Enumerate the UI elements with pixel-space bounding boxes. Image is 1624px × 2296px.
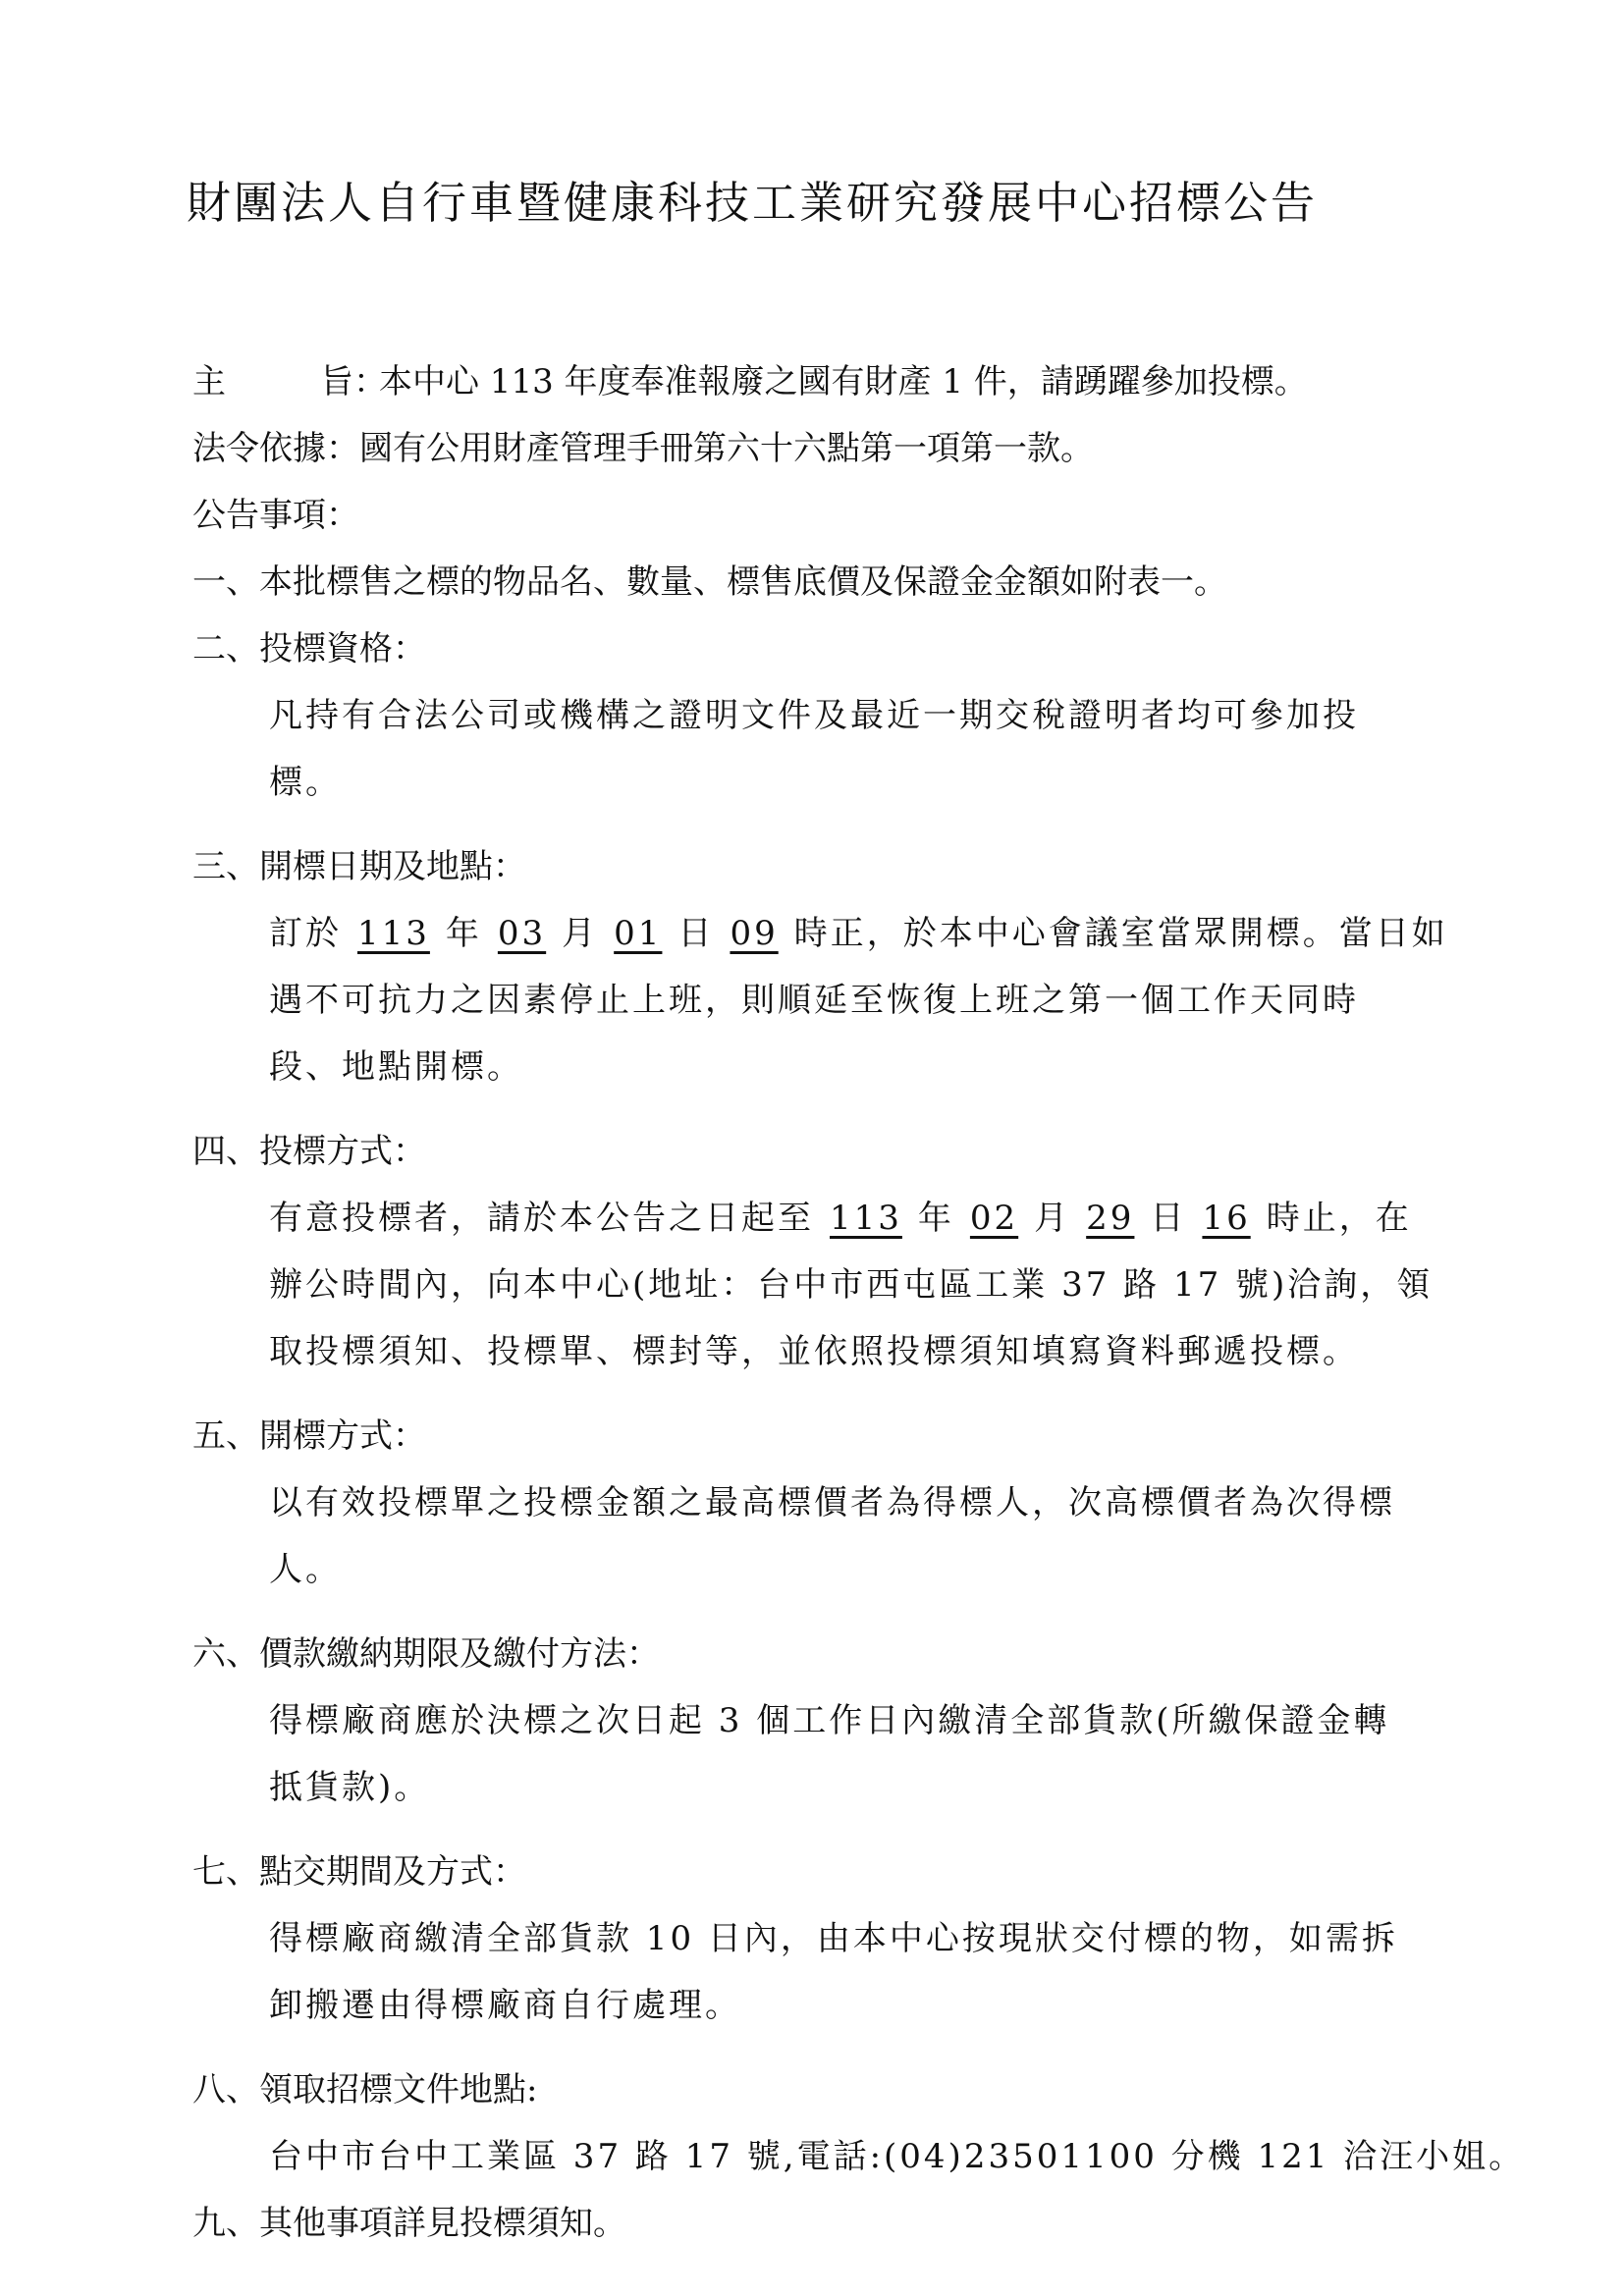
- subject-label: [192, 348, 387, 415]
- item-8-body: [192, 2123, 1526, 2190]
- item-7-label: 七、: [192, 1852, 259, 1892]
- item-7-heading: 點交期間及方式：: [259, 1852, 526, 1892]
- list-item-7: [192, 1839, 1469, 1905]
- item-2-line-1: 凡持有合法公司或機構之證明文件及最近一期交稅證明者均可參加投: [269, 696, 1359, 735]
- list-item-6: [192, 1621, 1469, 1687]
- list-item-4: [192, 1118, 1469, 1185]
- subject-label-char-1: 主: [192, 362, 226, 401]
- item-6-line-2: 抵貨款)。: [269, 1768, 431, 1807]
- item-3-label: 三、: [192, 847, 259, 886]
- list-item-8: [192, 2056, 1469, 2123]
- item-4-prefix: 有意投標者，請於本公告之日起至: [269, 1199, 814, 1238]
- legal-basis-row: [192, 415, 1469, 482]
- deadline-month: 02: [969, 1199, 1019, 1238]
- item-2-label: 二、: [192, 629, 259, 668]
- item-3-line-3: 段、地點開標。: [269, 1047, 523, 1087]
- item-4-body: [192, 1185, 1457, 1385]
- item-4-suffix: 時止，在: [1266, 1199, 1412, 1238]
- item-8-line-1: 台中市台中工業區 37 路 17 號,電話:(04)23501100 分機 121 洽汪小姐。: [269, 2137, 1526, 2176]
- item-5-heading: 開標方式：: [259, 1416, 426, 1456]
- item-1-text: 本批標售之標的物品名、數量、標售底價及保證金金額如附表一。: [259, 562, 1227, 602]
- item-6-body: [192, 1687, 1457, 1821]
- item-6-line-1: 得標廠商應於決標之次日起 3 個工作日內繳清全部貨款(所繳保證金轉: [269, 1701, 1390, 1740]
- item-4-heading: 投標方式：: [259, 1132, 426, 1171]
- item-3-prefix: 訂於: [269, 914, 342, 953]
- open-date-day: 01: [614, 914, 663, 953]
- item-2-line-2: 標。: [269, 763, 342, 802]
- item-5-label: 五、: [192, 1416, 259, 1456]
- item-3-heading: 開標日期及地點：: [259, 847, 526, 886]
- item-3-line-2: 遇不可抗力之因素停止上班，則順延至恢復上班之第一個工作天同時: [269, 981, 1359, 1020]
- deadline-day: 29: [1086, 1199, 1135, 1238]
- item-6-heading: 價款繳納期限及繳付方法：: [259, 1634, 660, 1674]
- open-date-year: 113: [357, 914, 430, 953]
- item-3-suffix: 時正，於本中心會議室當眾開標。當日如: [793, 914, 1448, 953]
- item-3-line-1: [269, 900, 1457, 967]
- legal-basis-label: 法令依據：: [192, 429, 359, 468]
- list-item-1: [192, 549, 1469, 615]
- list-item-3: [192, 833, 1469, 900]
- document-title: 財團法人自行車暨健康科技工業研究發展中心招標公告: [187, 177, 1319, 229]
- open-date-year-unit: 年: [445, 914, 482, 953]
- subject-label-char-2: 旨：: [320, 362, 387, 401]
- legal-basis-text: 國有公用財產管理手冊第六十六點第一項第一款。: [359, 429, 1094, 468]
- subject-text: 本中心 113 年度奉准報廢之國有財產 1 件，請踴躍參加投標。: [379, 362, 1308, 401]
- item-4-label: 四、: [192, 1132, 259, 1171]
- document-body: [192, 348, 1526, 2257]
- open-date-day-unit: 日: [677, 914, 715, 953]
- open-date-month: 03: [497, 914, 547, 953]
- deadline-year: 113: [830, 1199, 902, 1238]
- item-8-heading: 領取招標文件地點:: [259, 2070, 538, 2109]
- item-6-label: 六、: [192, 1634, 259, 1674]
- item-7-body: [192, 1905, 1457, 2039]
- item-7-line-1: 得標廠商繳清全部貨款 10 日內，由本中心按現狀交付標的物，如需拆: [269, 1919, 1398, 1958]
- deadline-month-unit: 月: [1034, 1199, 1071, 1238]
- item-5-body: [192, 1469, 1457, 1603]
- item-3-body: [192, 900, 1457, 1100]
- deadline-day-unit: 日: [1150, 1199, 1187, 1238]
- notice-heading-text: 公告事項：: [192, 496, 359, 535]
- item-1-label: 一、: [192, 562, 259, 602]
- deadline-year-unit: 年: [917, 1199, 954, 1238]
- open-date-hour: 09: [730, 914, 779, 953]
- open-date-month-unit: 月: [562, 914, 599, 953]
- subject-row: [192, 348, 1469, 415]
- item-5-line-1: 以有效投標單之投標金額之最高標價者為得標人，次高標價者為次得標: [269, 1483, 1395, 1522]
- item-4-line-2: 辦公時間內，向本中心(地址：台中市西屯區工業 37 路 17 號)洽詢，領: [269, 1265, 1434, 1305]
- notice-heading: [192, 482, 1469, 549]
- item-5-line-2: 人。: [269, 1550, 342, 1589]
- item-9-label: 九、: [192, 2204, 259, 2243]
- item-9-text: 其他事項詳見投標須知。: [259, 2204, 626, 2243]
- item-7-line-2: 卸搬遷由得標廠商自行處理。: [269, 1986, 741, 2025]
- item-8-label: 八、: [192, 2070, 259, 2109]
- item-4-line-3: 取投標須知、投標單、標封等，並依照投標須知填寫資料郵遞投標。: [269, 1332, 1359, 1371]
- list-item-2: [192, 615, 1469, 682]
- list-item-5: [192, 1403, 1469, 1469]
- list-item-9: [192, 2190, 1469, 2257]
- item-2-heading: 投標資格：: [259, 629, 426, 668]
- deadline-hour: 16: [1202, 1199, 1251, 1238]
- item-4-line-1: [269, 1185, 1457, 1252]
- item-2-body: [192, 682, 1457, 816]
